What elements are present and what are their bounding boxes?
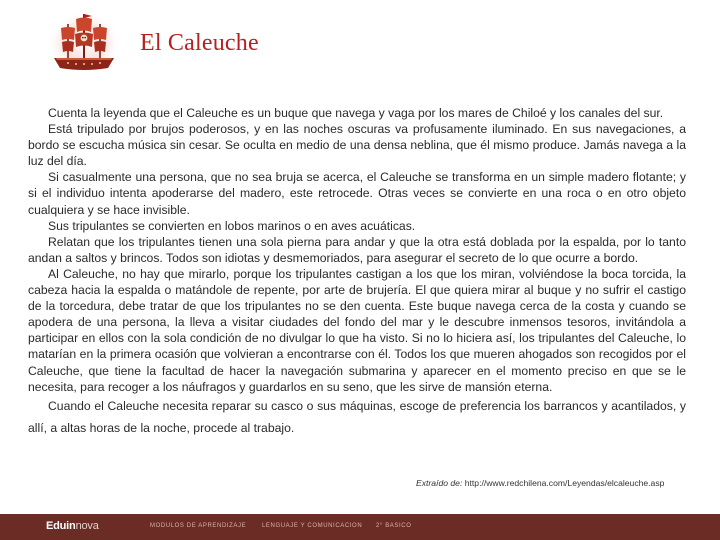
source-citation [416, 478, 664, 488]
story-paragraph: Cuando el Caleuche necesita reparar su casco o sus máquinas, escoge de preferencia los barrancos y acantilados, y allí, a altas horas de la noche, procede al trabajo. [28, 398, 686, 435]
footer-grade: 2° BASICO [376, 523, 412, 529]
story-text [28, 105, 686, 439]
ghost-ship-icon [46, 10, 122, 76]
page-title: El Caleuche [140, 30, 259, 56]
brand-accent: nova [75, 520, 99, 532]
footer-bar [0, 514, 720, 540]
footer-subject: LENGUAJE Y COMUNICACION [262, 523, 363, 529]
brand-logo [46, 520, 99, 532]
story-paragraph: Está tripulado por brujos poderosos, y en las noches oscuras va profusamente iluminado. En sus navegaciones, a bordo se escucha música sin cesar. Se oculta en medio de una densa neblina, que él mismo produce. Jamás navega a la luz del día. [28, 122, 686, 169]
brand-main: Eduin [46, 520, 76, 532]
story-paragraph: Sus tripulantes se convierten en lobos marinos o en aves acuáticas. [48, 218, 416, 233]
story-paragraph: Si casualmente una persona, que no sea bruja se acerca, el Caleuche se transforma en un simple madero flotante; y si el individuo intenta apoderarse del madero, este retrocede. Otras veces se convierte en una roca o en otro objeto cualquiera y se hace invisible. [28, 170, 686, 217]
story-paragraph: Cuenta la leyenda que el Caleuche es un buque que navega y vaga por los mares de Chiloé y los canales del sur. [48, 106, 664, 120]
story-paragraph: Al Caleuche, no hay que mirarlo, porque los tripulantes castigan a los que los miran, volviéndose la boca torcida, la cabeza hacia la espalda o matándole de repente, por arte de brujería. El que quiera mirar al buque y no sufrir el castigo de la torcedura, debe tratar de que los tripulantes no se den cuenta. Este buque navega cerca de la costa y cuando se apodera de una persona, la lleva a visitar ciudades del fondo del mar y le descubre inmensos tesoros, invitándola a participar en ellos con la sola condición de no divulgar lo que ha visto. Si no lo hiciera así, los tripulantes del Caleuche, lo matarían en la primera ocasión que volvieran a encontrarse con él. Todos los que mueren ahogados son recogidos por el Caleuche, que tiene la facultad de hacer la navegación submarina y aparecer en el momento preciso en que se le necesita, para recoger a los náufragos y guardarlos en su seno, que les sirve de mansión eterna. [28, 266, 686, 394]
source-label: Extraído de: [416, 478, 463, 488]
footer-module: MODULOS DE APRENDIZAJE [150, 523, 247, 529]
story-paragraph: Relatan que los tripulantes tienen una sola pierna para andar y que la otra está doblada por la espalda, por lo tanto andan a saltos y brincos. Todos son idiotas y desmemoriados, para asegurar el secreto de lo que ocurre a bordo. [28, 234, 686, 265]
source-url: http://www.redchilena.com/Leyendas/elcaleuche.asp [464, 478, 665, 488]
